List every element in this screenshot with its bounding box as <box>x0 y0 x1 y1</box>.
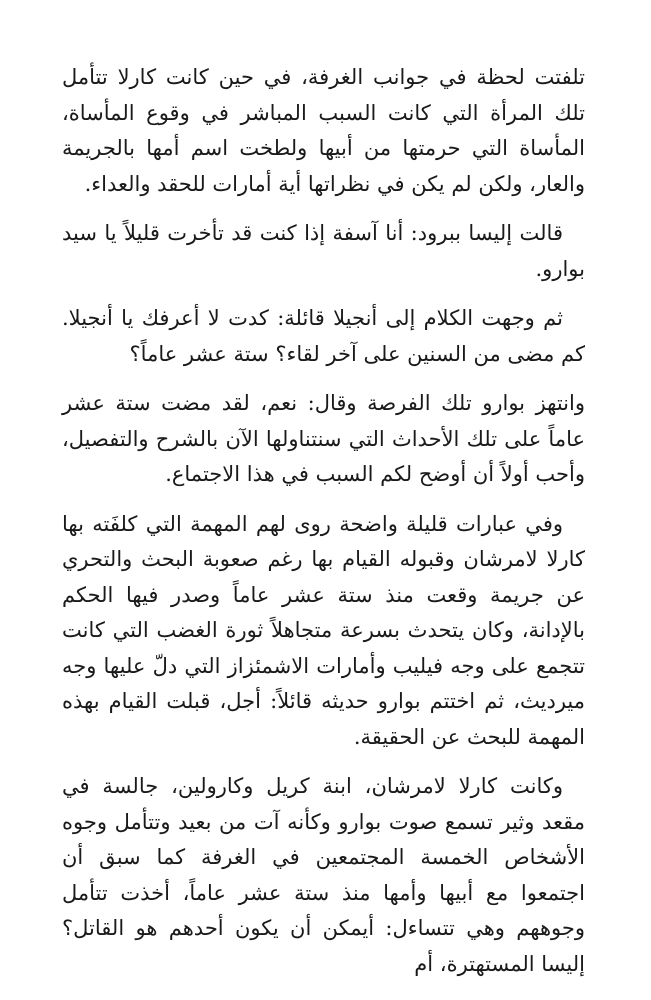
paragraph-3: ثم وجهت الكلام إلى أنجيلا قائلة: كدت لا أعرفك يا أنجيلا. كم مضى من السنين على آخر لقاء؟ ستة عشر عاماً؟ <box>62 306 585 366</box>
paragraph-6: وكانت كارلا لامرشان، ابنة كريل وكارولين، جالسة في مقعد وثير تسمع صوت بوارو وكأنه آت من بعيد وتتأمل وجوه الأشخاص الخمسة المجتمعين في الغرفة كما سبق أن اجتمعوا مع أبيها وأمها منذ ستة عشر عاماً، أخذت تتأمل وجوههم وهي تتساءل: أيمكن أن يكون أحدهم هو القاتل؟ إليسا المستهترة، أم <box>62 774 585 976</box>
book-page <box>62 60 585 996</box>
paragraph-4: وانتهز بوارو تلك الفرصة وقال: نعم، لقد مضت ستة عشر عاماً على تلك الأحداث التي سنتناولها الآن بالشرح والتفصيل، وأحب أولاً أن أوضح لكم السبب في هذا الاجتماع. <box>62 391 585 486</box>
paragraph-5: وفي عبارات قليلة واضحة روى لهم المهمة التي كلفَته بها كارلا لامرشان وقبوله القيام بها رغم صعوبة البحث والتحري عن جريمة وقعت منذ ستة عشر عاماً وصدر فيها الحكم بالإدانة، وكان يتحدث بسرعة متجاهلاً ثورة الغضب التي كانت تتجمع على وجه فيليب وأمارات الاشمئزاز التي دلّ عليها وجه ميرديث، ثم اختتم بوارو حديثه قائلاً: أجل، قبلت القيام بهذه المهمة للبحث عن الحقيقة. <box>62 511 585 749</box>
paragraph-1: تلفتت لحظة في جوانب الغرفة، في حين كانت كارلا تتأمل تلك المرأة التي كانت السبب المباشر في وقوع المأساة، المأساة التي حرمتها من أبيها ولطخت اسم أمها بالجريمة والعار، ولكن لم يكن في نظراتها أية أمارات للحقد والعداء. <box>62 65 585 196</box>
paragraph-2: قالت إليسا ببرود: أنا آسفة إذا كنت قد تأخرت قليلاً يا سيد بوارو. <box>62 221 585 281</box>
